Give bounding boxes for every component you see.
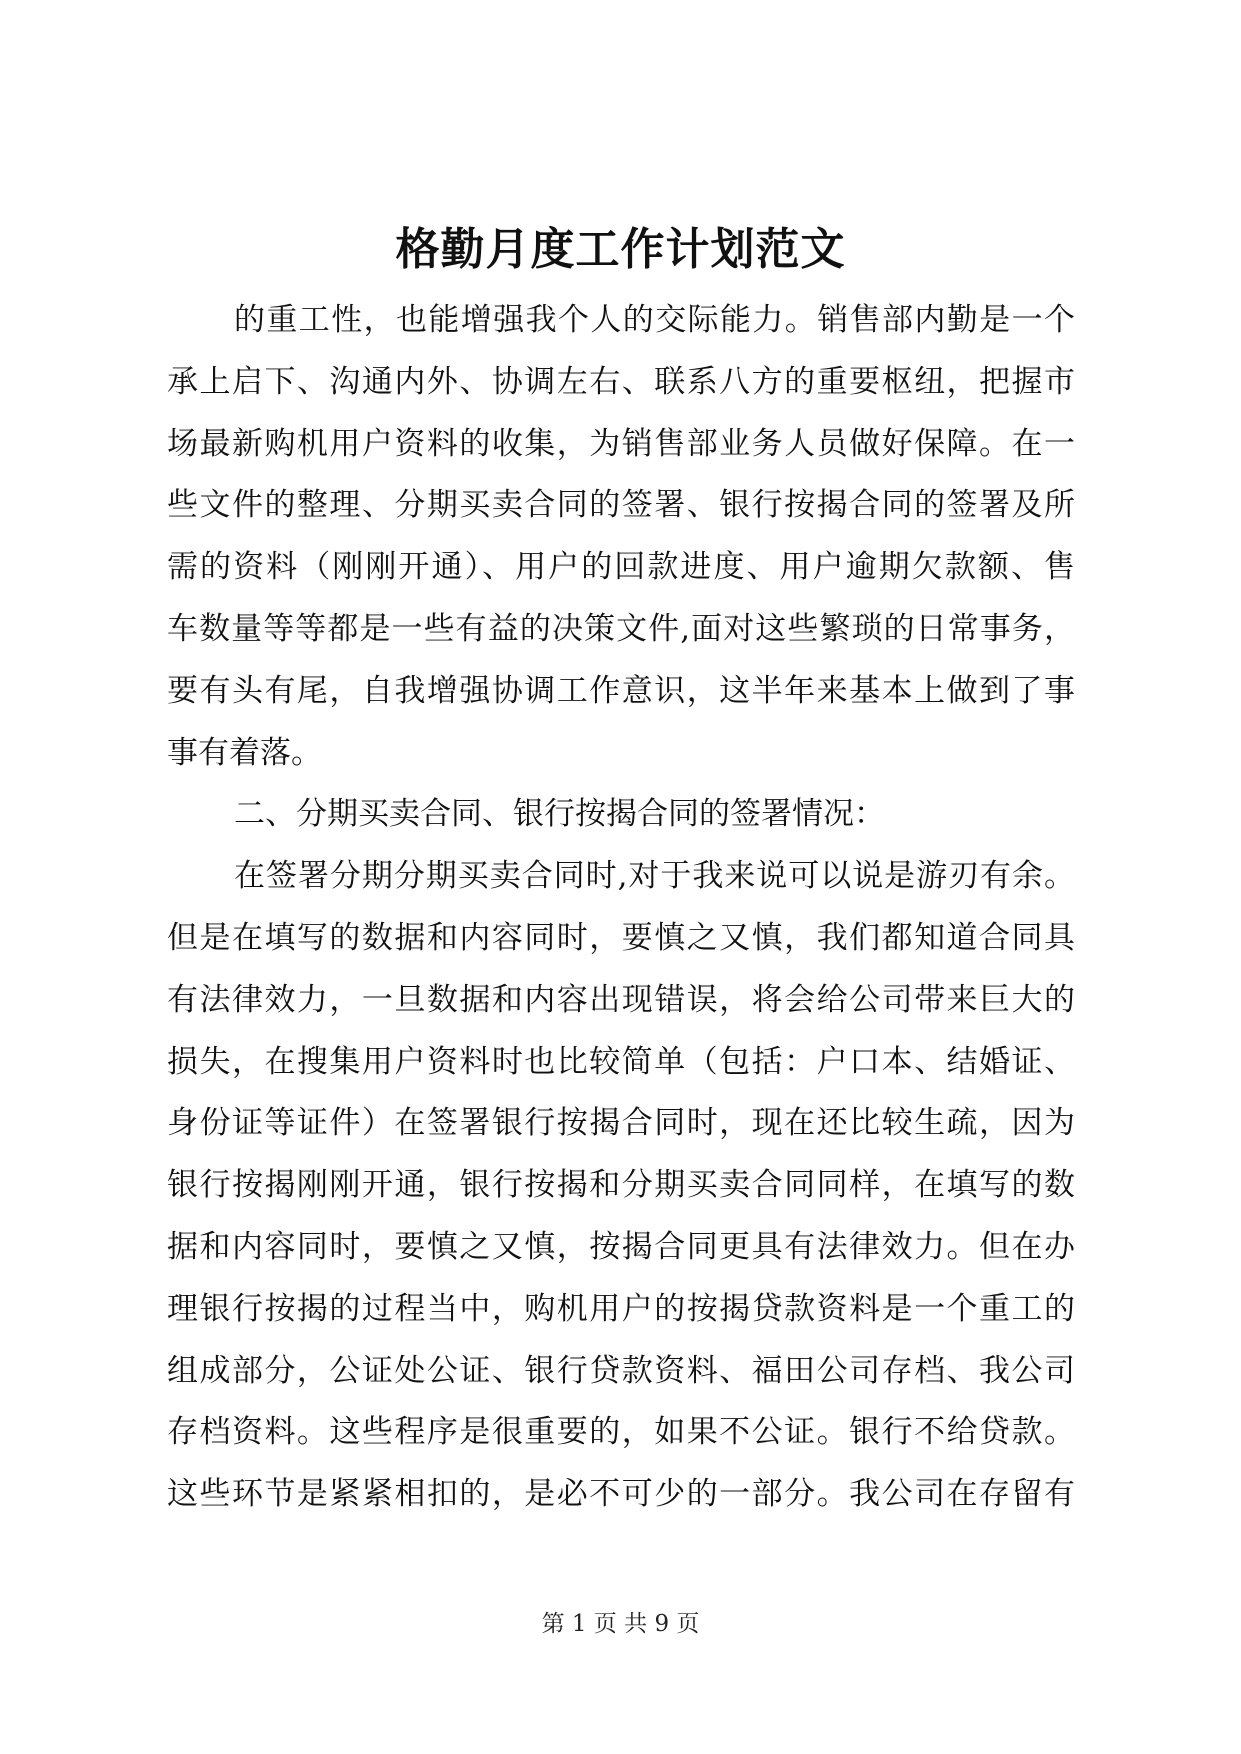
text-line: 存档资料。这些程序是很重要的，如果不公证。银行不给贷款。 <box>167 1414 1075 1451</box>
text-line: 损失，在搜集用户资料时也比较简单（包括：户口本、结婚证、 <box>167 1043 1075 1080</box>
text-line: 要有头有尾，自我增强协调工作意识，这半年来基本上做到了事 <box>167 672 1075 709</box>
text-line: 车数量等等都是一些有益的决策文件,面对这些繁琐的日常事务， <box>167 610 1075 647</box>
text-line: 事有着落。 <box>167 734 322 771</box>
page-title: 格勤月度工作计划范文 <box>395 224 846 275</box>
text-line: 这些环节是紧紧相扣的，是必不可少的一部分。我公司在存留有 <box>167 1476 1075 1513</box>
text-line: 有法律效力，一旦数据和内容出现错误，将会给公司带来巨大的 <box>167 981 1075 1018</box>
section-heading: 二、分期买卖合同、银行按揭合同的签署情况： <box>234 796 885 833</box>
text-line: 组成部分，公证处公证、银行贷款资料、福田公司存档、我公司 <box>167 1352 1075 1389</box>
text-line: 需的资料（刚刚开通）、用户的回款进度、用户逾期欠款额、售 <box>167 549 1075 586</box>
text-line: 理银行按揭的过程当中，购机用户的按揭贷款资料是一个重工的 <box>167 1290 1075 1327</box>
page-footer: 第 1 页 共 9 页 <box>541 1611 700 1637</box>
text-line: 的重工性，也能增强我个人的交际能力。销售部内勤是一个 <box>234 302 1075 338</box>
text-line: 在签署分期分期买卖合同时,对于我来说可以说是游刃有余。 <box>234 858 1075 895</box>
text-line: 些文件的整理、分期买卖合同的签署、银行按揭合同的签署及所 <box>167 487 1075 524</box>
text-line: 但是在填写的数据和内容同时，要慎之又慎，我们都知道合同具 <box>167 919 1075 956</box>
document-body <box>167 290 1075 1526</box>
text-line: 身份证等证件）在签署银行按揭合同时，现在还比较生疏，因为 <box>167 1105 1075 1142</box>
text-line: 场最新购机用户资料的收集，为销售部业务人员做好保障。在一 <box>167 425 1075 462</box>
text-line: 承上启下、沟通内外、协调左右、联系八方的重要枢纽，把握市 <box>167 363 1075 400</box>
text-line: 银行按揭刚刚开通，银行按揭和分期买卖合同同样，在填写的数 <box>167 1167 1075 1204</box>
text-line: 据和内容同时，要慎之又慎，按揭合同更具有法律效力。但在办 <box>167 1228 1075 1265</box>
